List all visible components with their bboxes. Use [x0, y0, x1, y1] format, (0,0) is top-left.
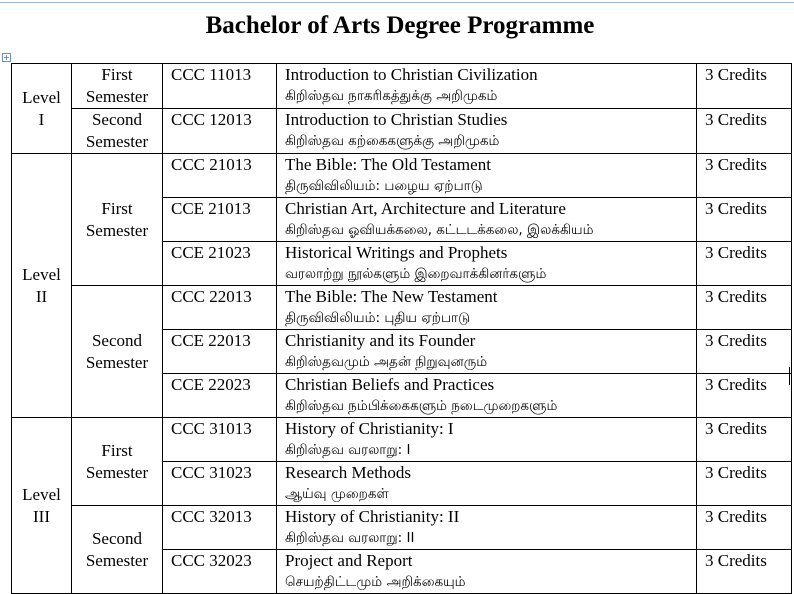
course-credits: 3 Credits — [697, 286, 792, 330]
course-title-tamil: கிறிஸ்தவ நாகரிகத்துக்கு அறிமுகம் — [285, 88, 498, 104]
course-credits: 3 Credits — [697, 109, 792, 154]
course-title — [277, 418, 697, 462]
level-cell: Level II — [12, 154, 72, 418]
table-row — [12, 154, 792, 198]
course-title — [277, 154, 697, 198]
course-code: CCC 31023 — [163, 462, 277, 506]
course-code: CCC 32023 — [163, 550, 277, 594]
course-title — [277, 64, 697, 109]
course-code: CCC 11013 — [163, 64, 277, 109]
course-title — [277, 550, 697, 594]
course-title — [277, 198, 697, 242]
course-code: CCE 22023 — [163, 374, 277, 418]
course-credits: 3 Credits — [697, 154, 792, 198]
course-title-english: Introduction to Christian Civilization — [285, 65, 538, 84]
course-title-english: Historical Writings and Prophets — [285, 243, 508, 262]
level-cell: Level I — [12, 64, 72, 154]
course-title-tamil: ஆய்வு முறைகள் — [285, 486, 389, 502]
course-code: CCE 21013 — [163, 198, 277, 242]
semester-cell: Second Semester — [72, 506, 163, 594]
table-move-handle-icon[interactable]: + — [3, 53, 10, 62]
course-title-english: History of Christianity: I — [285, 419, 454, 438]
course-title-tamil: கிறிஸ்தவ வரலாறு: II — [285, 530, 415, 546]
table-row — [12, 286, 792, 330]
course-credits: 3 Credits — [697, 462, 792, 506]
course-title — [277, 374, 697, 418]
course-code: CCC 31013 — [163, 418, 277, 462]
course-title — [277, 286, 697, 330]
course-credits: 3 Credits — [697, 330, 792, 374]
course-code: CCC 21013 — [163, 154, 277, 198]
level-cell: Level III — [12, 418, 72, 594]
course-title-tamil: திருவிவிலியம்: பழைய ஏற்பாடு — [285, 178, 483, 194]
programme-table — [11, 63, 792, 594]
course-title-tamil: கிறிஸ்தவ கற்கைகளுக்கு அறிமுகம் — [285, 133, 500, 149]
table-row — [12, 506, 792, 550]
course-title-tamil: திருவிவிலியம்: புதிய ஏற்பாடு — [285, 310, 471, 326]
semester-cell: Second Semester — [72, 286, 163, 418]
course-credits: 3 Credits — [697, 506, 792, 550]
course-title-english: Christian Art, Architecture and Literature — [285, 199, 566, 218]
page-top-border — [0, 2, 794, 3]
course-title-english: The Bible: The Old Testament — [285, 155, 491, 174]
semester-cell: First Semester — [72, 154, 163, 286]
course-code: CCC 12013 — [163, 109, 277, 154]
course-title-english: The Bible: The New Testament — [285, 287, 498, 306]
page-title: Bachelor of Arts Degree Programme — [205, 12, 595, 39]
table-row — [12, 109, 792, 154]
course-credits: 3 Credits — [697, 242, 792, 286]
course-credits: 3 Credits — [697, 550, 792, 594]
course-credits: 3 Credits — [697, 418, 792, 462]
course-title-english: Research Methods — [285, 463, 412, 482]
table-row — [12, 418, 792, 462]
course-code: CCC 32013 — [163, 506, 277, 550]
course-title-english: Project and Report — [285, 551, 413, 570]
course-title-english: Introduction to Christian Studies — [285, 110, 508, 129]
course-title-tamil: கிறிஸ்தவ நம்பிக்கைகளும் நடைமுறைகளும் — [285, 398, 558, 414]
course-credits: 3 Credits — [697, 64, 792, 109]
course-credits: 3 Credits — [697, 374, 792, 418]
semester-cell: First Semester — [72, 418, 163, 506]
course-code: CCE 22013 — [163, 330, 277, 374]
course-title-tamil: கிறிஸ்தவமும் அதன் நிறுவுனரும் — [285, 354, 488, 370]
course-title-tamil: வரலாற்று நூல்களும் இறைவாக்கினர்களும் — [285, 266, 547, 282]
course-code: CCC 22013 — [163, 286, 277, 330]
course-title-english: Christianity and its Founder — [285, 331, 476, 350]
course-title-tamil: கிறிஸ்தவ ஓவியக்கலை, கட்டடக்கலை, இலக்கியம் — [285, 222, 594, 238]
course-title-tamil: கிறிஸ்தவ வரலாறு: I — [285, 442, 411, 458]
course-code: CCE 21023 — [163, 242, 277, 286]
course-title — [277, 462, 697, 506]
course-title-tamil: செயற்திட்டமும் அறிக்கையும் — [285, 574, 466, 590]
course-credits: 3 Credits — [697, 198, 792, 242]
table-row — [12, 64, 792, 109]
course-title-english: History of Christianity: II — [285, 507, 460, 526]
semester-cell: Second Semester — [72, 109, 163, 154]
course-title — [277, 109, 697, 154]
semester-cell: First Semester — [72, 64, 163, 109]
course-title-english: Christian Beliefs and Practices — [285, 375, 495, 394]
course-title — [277, 242, 697, 286]
course-title — [277, 506, 697, 550]
course-title — [277, 330, 697, 374]
